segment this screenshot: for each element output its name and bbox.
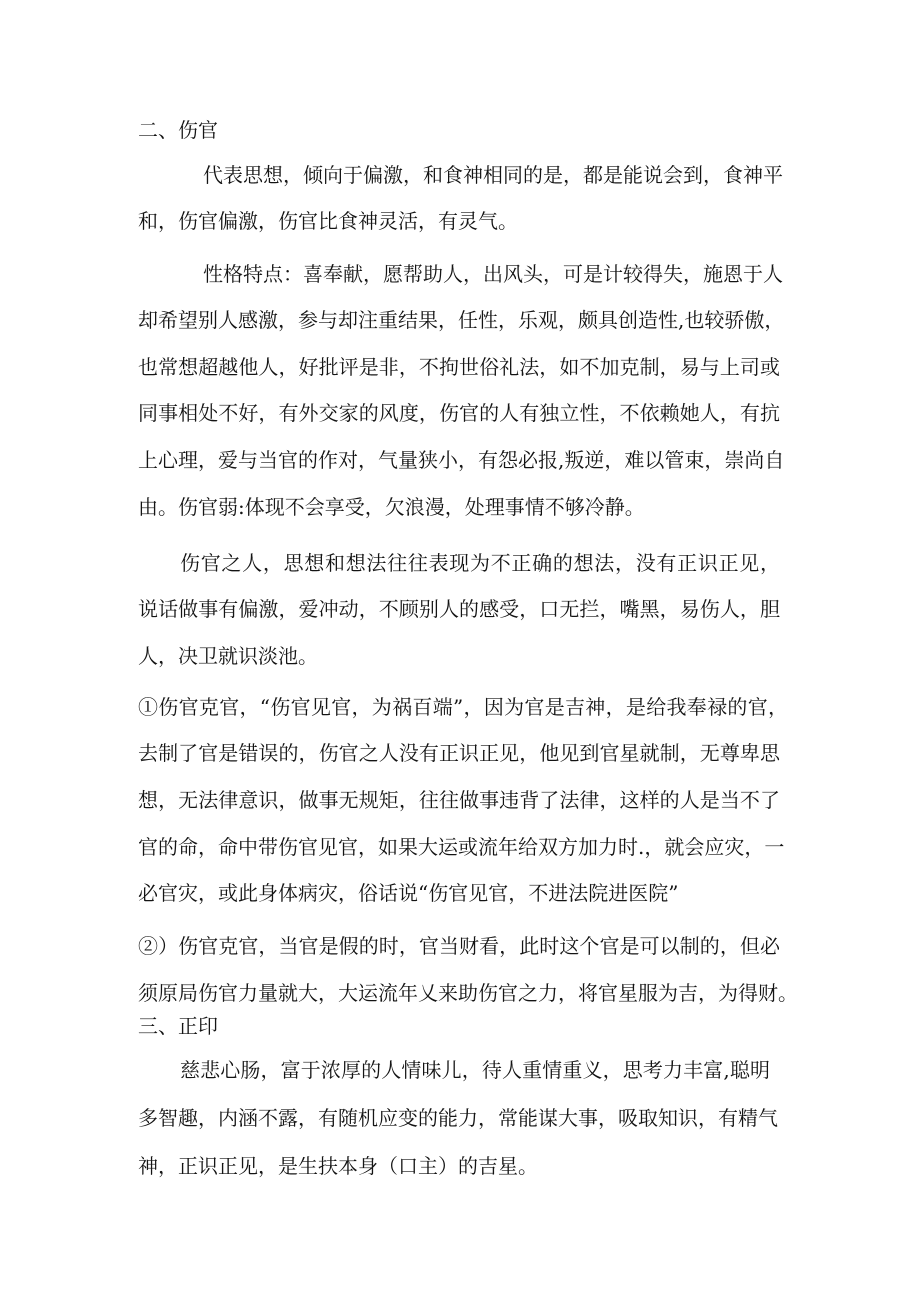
section-heading-zhengyin: 三、正印 bbox=[138, 1014, 218, 1038]
paragraph-line: 和，伤官偏激，伤官比食神灵活，有灵气。 bbox=[138, 209, 518, 233]
paragraph-line: 慈悲心肠，富于浓厚的人情味儿，待人重情重义，思考力丰富,聪明 bbox=[180, 1058, 770, 1082]
paragraph-line: 同事相处不好，有外交家的风度，伤官的人有独立性，不依赖她人，有抗 bbox=[138, 401, 780, 425]
paragraph-line: 人，决卫就识淡池。 bbox=[138, 644, 318, 668]
paragraph-line: 却希望别人感激，参与却注重结果，任性，乐观，颇具创造性,也较骄傲， bbox=[138, 308, 785, 332]
section-heading-shangguan: 二、伤官 bbox=[138, 118, 218, 142]
paragraph-line: 代表思想，倾向于偏激，和食神相同的是，都是能说会到，食神平 bbox=[203, 163, 783, 187]
paragraph-line: 伤官之人，思想和想法往往表现为不正确的想法，没有正识正见， bbox=[180, 551, 780, 575]
paragraph-line: 必官灾，或此身体病灾，俗话说“伤官见官，不进法院进医院” bbox=[138, 881, 679, 905]
paragraph-line: 也常想超越他人，好批评是非，不拘世俗礼法，如不加克制，易与上司或 bbox=[138, 355, 780, 379]
paragraph-line: ①伤官克官，“伤官见官，为祸百端”，因为官是吉神，是给我奉禄的官， bbox=[138, 695, 788, 719]
paragraph-line: 想，无法律意识，做事无规矩，往往做事违背了法律，这样的人是当不了 bbox=[138, 788, 780, 812]
paragraph-line: 须原局伤官力量就大，大运流年乂来助伤官之力，将官星服为吉，为得财。 bbox=[138, 981, 798, 1005]
paragraph-line: 去制了官是错误的，伤官之人没有正识正见，他见到官星就制，无尊卑思 bbox=[138, 741, 780, 765]
paragraph-line: 说话做事有偏激，爱冲动，不顾别人的感受，口无拦，嘴黑，易伤人，胆 bbox=[138, 597, 780, 621]
paragraph-line: 性格特点：喜奉献，愿帮助人，出风头，可是计较得失，施恩于人 bbox=[203, 262, 783, 286]
paragraph-line: ②）伤官克官，当官是假的时，官当财看，此时这个官是可以制的，但必 bbox=[138, 934, 780, 958]
paragraph-line: 官的命，命中带伤官见官，如果大运或流年给双方加力时.，就会应灾，一 bbox=[138, 835, 785, 859]
paragraph-line: 上心理，爱与当官的作对，气量狭小，有怨必报,叛逆，难以管束，崇尚自 bbox=[138, 448, 785, 472]
paragraph-line: 由。伤官弱:体现不会享受，欠浪漫，处理事情不够冷静。 bbox=[138, 495, 645, 519]
paragraph-line: 多智趣，内涵不露，有随机应变的能力，常能谋大事，吸取知识，有精气 bbox=[138, 1106, 778, 1130]
paragraph-line: 神，正识正见，是生扶本身（口主）的吉星。 bbox=[138, 1154, 538, 1178]
